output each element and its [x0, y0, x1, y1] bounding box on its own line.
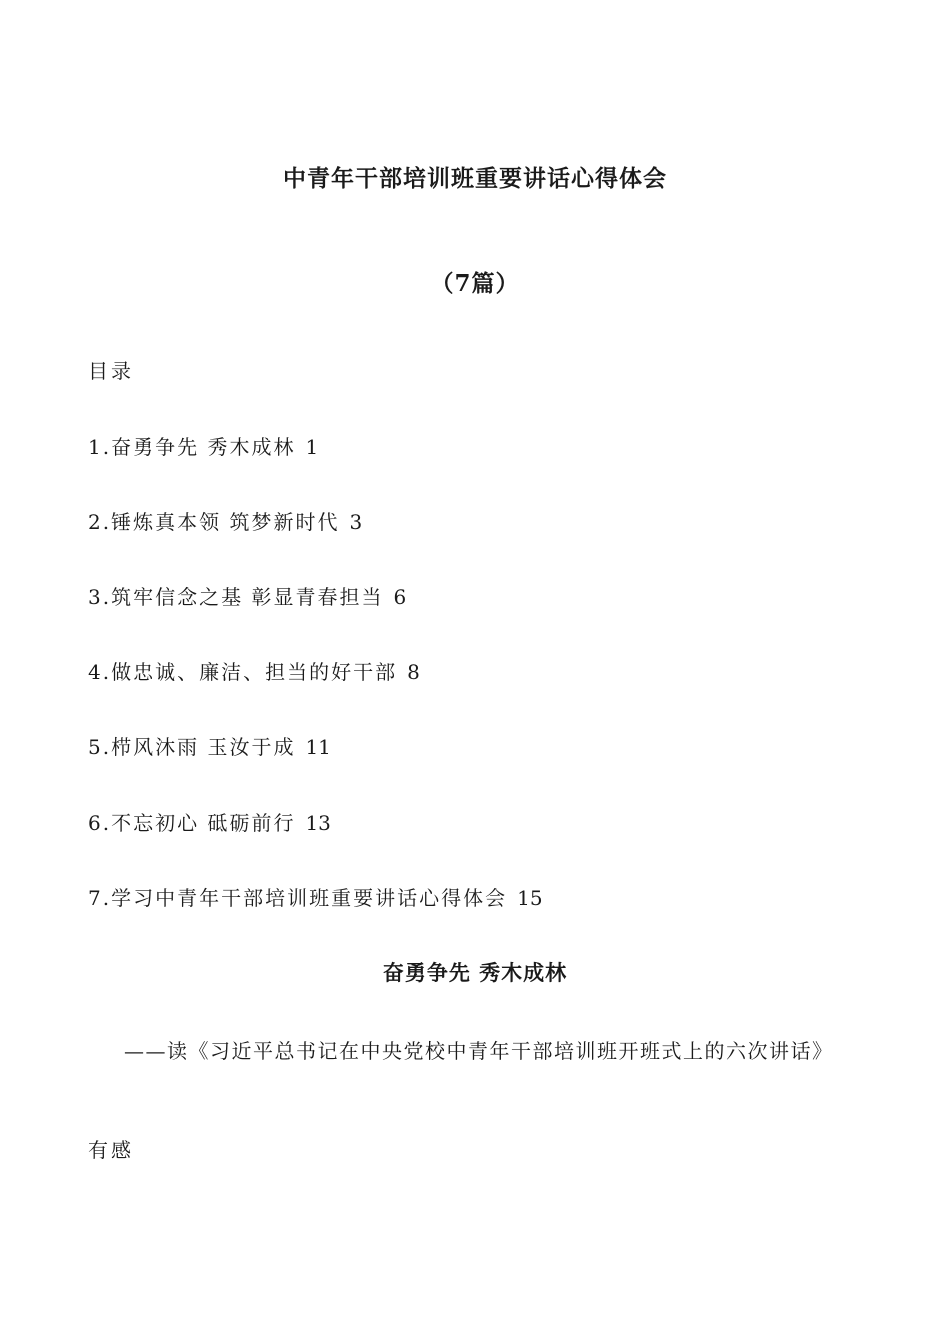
toc-item-page: 11 — [305, 735, 331, 759]
document-count: （7篇） — [430, 270, 520, 297]
toc-item-1[interactable] — [88, 431, 318, 460]
toc-item-5[interactable] — [88, 731, 331, 760]
toc-item-page: 1 — [305, 435, 319, 459]
toc-item-page: 8 — [407, 660, 420, 684]
toc-item-6[interactable] — [88, 807, 331, 836]
toc-item-2[interactable] — [88, 506, 362, 535]
toc-item-page: 15 — [517, 886, 543, 910]
toc-item-label: 6.不忘初心 砥砺前行 — [88, 811, 296, 835]
toc-heading: 目录 — [88, 359, 134, 383]
toc-item-page: 3 — [349, 510, 363, 534]
document-title: 中青年干部培训班重要讲话心得体会 — [283, 165, 667, 192]
section-subtitle: ——读《习近平总书记在中央党校中青年干部培训班开班式上的六次讲话》 — [124, 1039, 834, 1063]
toc-item-label: 3.筑牢信念之基 彰显青春担当 — [88, 585, 384, 609]
toc-item-3[interactable] — [88, 581, 406, 610]
toc-item-label: 1.奋勇争先 秀木成林 — [88, 435, 296, 459]
toc-item-4[interactable] — [88, 656, 420, 685]
toc-item-7[interactable] — [88, 882, 543, 911]
body-text: 有感 — [88, 1138, 134, 1162]
toc-item-label: 7.学习中青年干部培训班重要讲话心得体会 — [88, 886, 508, 910]
toc-item-page: 13 — [305, 811, 331, 835]
toc-item-label: 5.栉风沐雨 玉汝于成 — [88, 735, 296, 759]
toc-item-page: 6 — [393, 585, 407, 609]
toc-item-label: 4.做忠诚、廉洁、担当的好干部 — [88, 660, 398, 684]
toc-item-label: 2.锤炼真本领 筑梦新时代 — [88, 510, 340, 534]
section-title: 奋勇争先 秀木成林 — [382, 960, 568, 985]
